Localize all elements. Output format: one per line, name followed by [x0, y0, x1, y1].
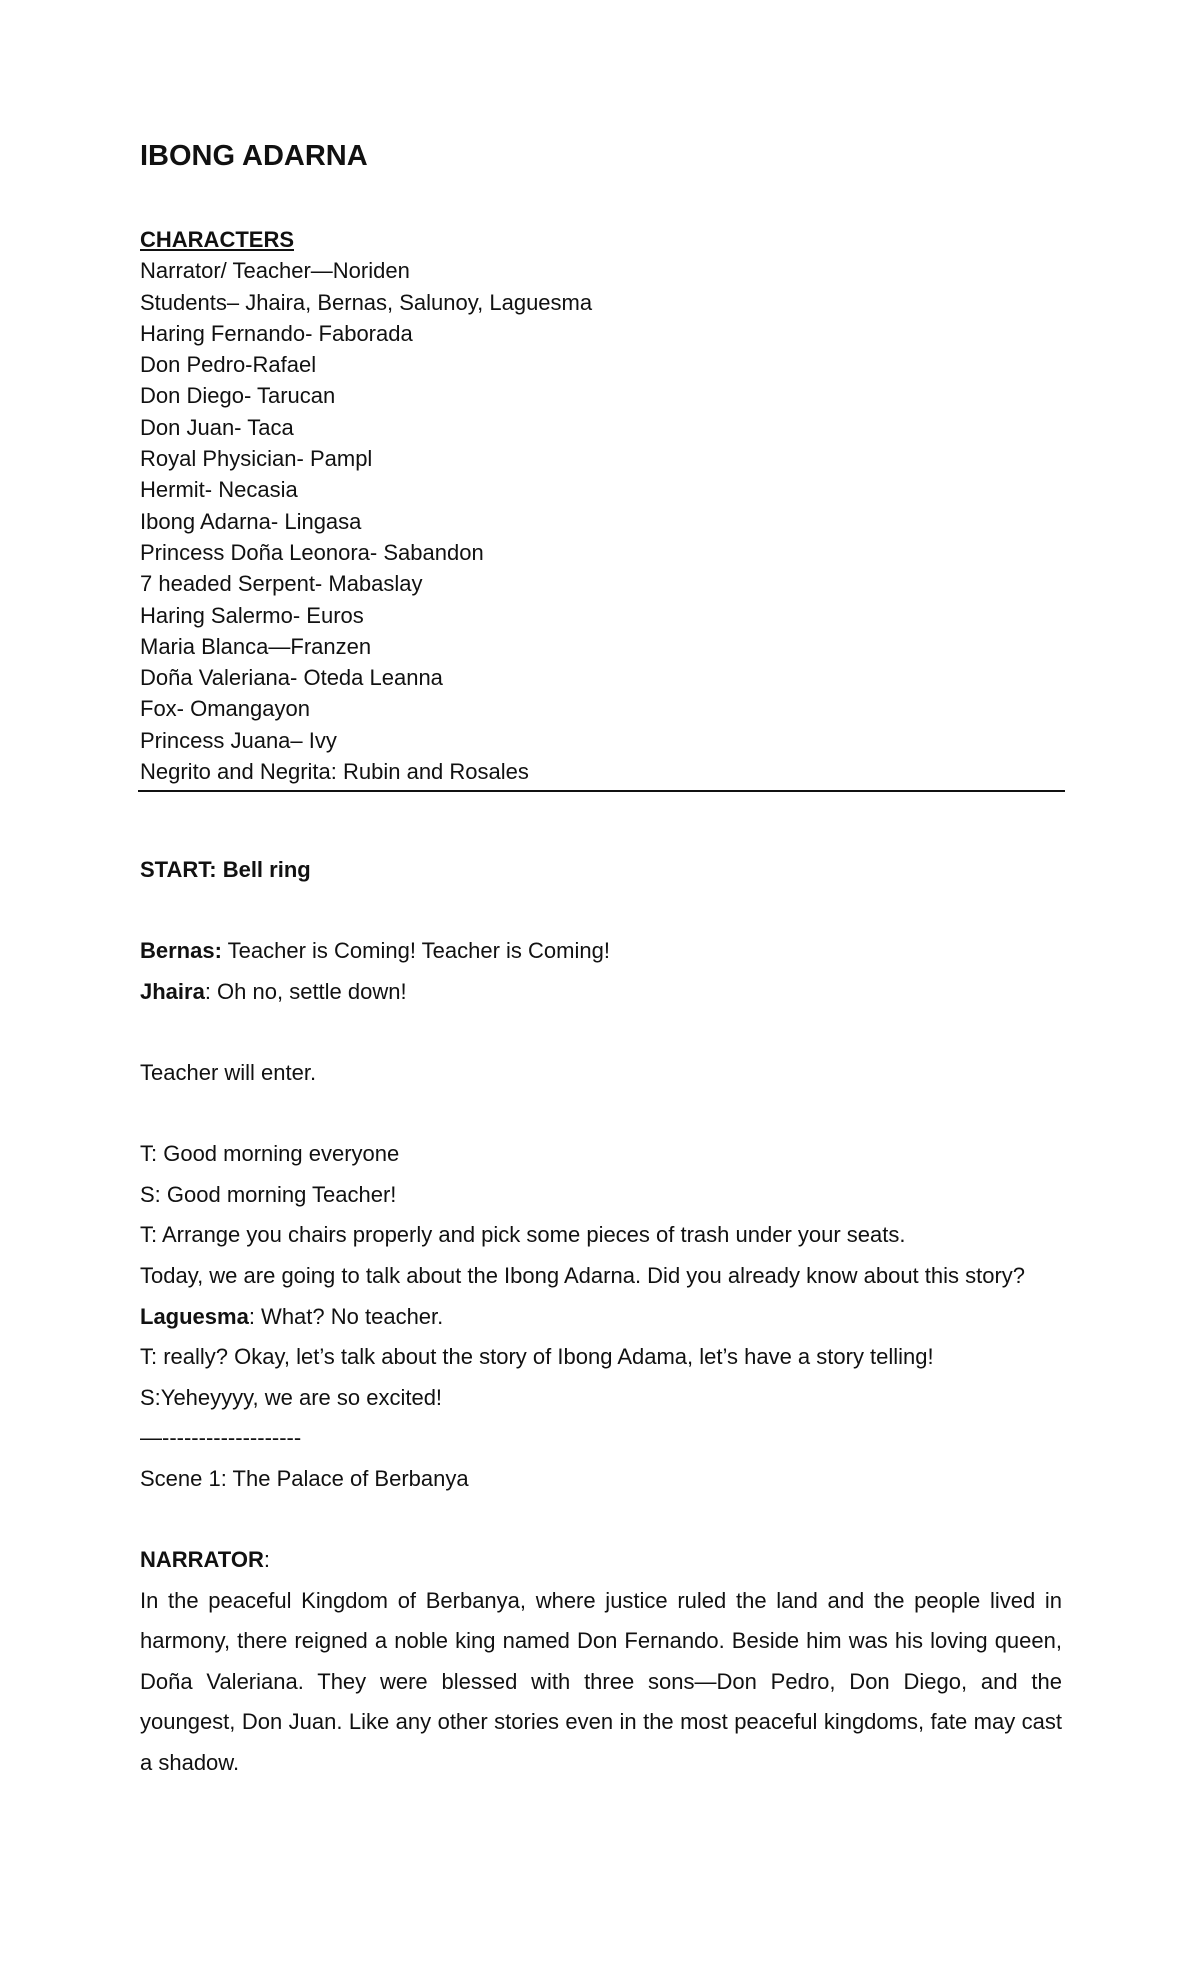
character-entry: Royal Physician- Pampl: [140, 446, 373, 472]
character-entry: Students– Jhaira, Bernas, Salunoy, Laguesma: [140, 289, 593, 315]
character-entry: Ibong Adarna- Lingasa: [140, 508, 362, 534]
character-entry: Hermit- Necasia: [140, 477, 298, 503]
characters-heading: CHARACTERS: [140, 227, 294, 252]
speaker-name: Bernas:: [140, 938, 222, 964]
dialogue-line-laguesma: [140, 1297, 1062, 1338]
dialogue-line-teacher: Today, we are going to talk about the Ibong Adarna. Did you already know about this story?: [140, 1262, 1026, 1288]
blank-line: [140, 1500, 1062, 1541]
dialogue-line-teacher: T: Good morning everyone: [140, 1141, 400, 1167]
dialogue-line-jhaira: [140, 972, 1062, 1013]
characters-section: [140, 224, 1070, 787]
character-entry: Maria Blanca—Franzen: [140, 633, 372, 659]
stage-direction: Teacher will enter.: [140, 1059, 317, 1085]
narrator-colon: :: [263, 1547, 270, 1573]
character-entry: Negrito and Negrita: Rubin and Rosales: [140, 759, 529, 785]
character-entry: Don Juan- Taca: [140, 414, 294, 440]
dialogue-text: Teacher is Coming! Teacher is Coming!: [221, 938, 610, 964]
dialogue-line-students: S: Good morning Teacher!: [140, 1181, 397, 1207]
dialogue-line-bernas: [140, 931, 1062, 972]
character-entry: 7 headed Serpent- Mabaslay: [140, 571, 423, 597]
blank-line: [140, 891, 1062, 932]
start-cue: START: Bell ring: [140, 857, 311, 882]
character-entry: Haring Salermo- Euros: [140, 602, 364, 628]
narration-paragraph: In the peaceful Kingdom of Berbanya, where justice ruled the land and the people lived in harmony, there reigned a noble king named Don Fernando. Beside him was his loving queen, Doña Valeriana. They were blessed with three sons—Don Pedro, Don Diego, and the youngest, Don Juan. Like any other stories even in the most peaceful kingdoms, fate may cast a shadow.: [140, 1587, 1062, 1776]
dialogue-line-teacher: T: really? Okay, let’s talk about the story of Ibong Adama, let’s have a story telling!: [140, 1344, 934, 1370]
scene-heading: Scene 1: The Palace of Berbanya: [140, 1465, 469, 1491]
dialogue-text: : What? No teacher.: [248, 1303, 444, 1329]
character-entry: Fox- Omangayon: [140, 696, 310, 722]
document-title: IBONG ADARNA: [140, 140, 368, 172]
character-entry: Haring Fernando- Faborada: [140, 320, 413, 346]
dialogue-line-students: S:Yeheyyyy, we are so excited!: [140, 1384, 443, 1410]
speaker-name: Laguesma: [140, 1303, 249, 1329]
narrator-label: NARRATOR: [140, 1547, 264, 1573]
character-entry: Princess Doña Leonora- Sabandon: [140, 539, 484, 565]
character-entry: Narrator/ Teacher—Noriden: [140, 258, 410, 284]
blank-line: [140, 1094, 1062, 1135]
section-divider-line: [138, 790, 1065, 792]
dialogue-text: : Oh no, settle down!: [204, 978, 407, 1004]
text-divider: —-------------------: [140, 1425, 302, 1451]
narrator-label-line: [140, 1540, 1062, 1581]
script-section: [140, 850, 1062, 1784]
blank-line: [140, 1012, 1062, 1053]
character-entry: Don Pedro-Rafael: [140, 352, 317, 378]
character-entry: Princess Juana– Ivy: [140, 727, 337, 753]
character-entry: Doña Valeriana- Oteda Leanna: [140, 665, 443, 691]
character-entry: Don Diego- Tarucan: [140, 383, 336, 409]
speaker-name: Jhaira: [140, 978, 205, 1004]
dialogue-line-teacher: T: Arrange you chairs properly and pick some pieces of trash under your seats.: [140, 1222, 906, 1248]
